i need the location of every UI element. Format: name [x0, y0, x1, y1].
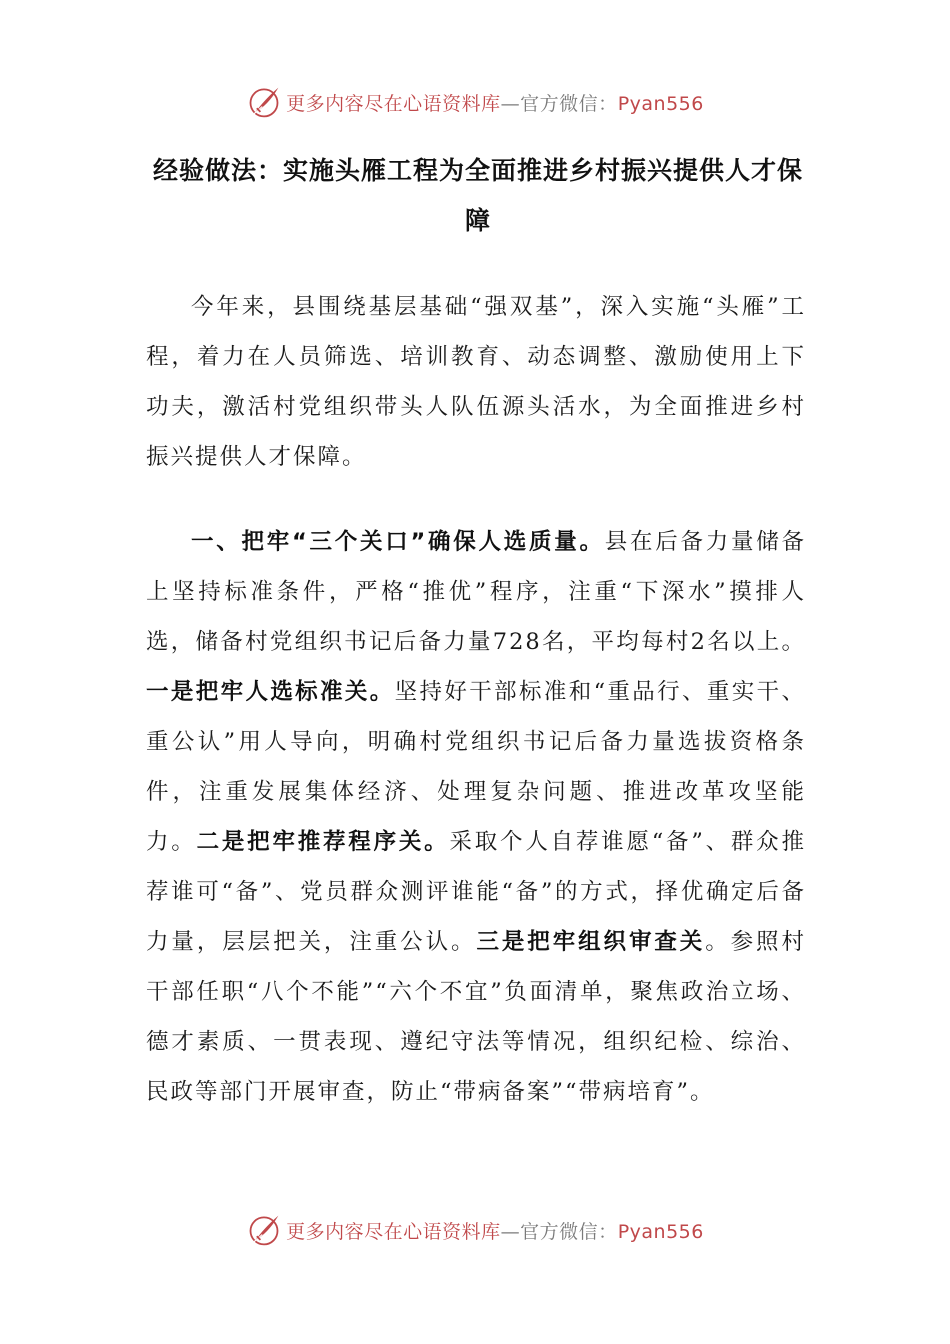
banner-text-part1: 更多内容尽在心语资料库 [286, 92, 501, 115]
footer-banner [0, 1210, 950, 1250]
banner-text-part2: —官方微信： [500, 1220, 618, 1243]
header-banner [0, 82, 950, 122]
banner-text [286, 1217, 704, 1244]
intro-paragraph: 今年来，县围绕基层基础“强双基”，深入实施“头雁”工程，着力在人员筛选、培训教育、动态调整、激励使用上下功夫，激活村党组织带头人队伍源头活水，为全面推进乡村振兴提供人才保障。 [146, 294, 806, 470]
section-1-text-1: 县在后备力量储备上坚持标准条件，严格“推优”程序，注重“下深水”摸排人选，储备村党组织书记后备力量728名，平均每村2名以上。 [146, 529, 806, 655]
section-1-sub-3: 三是把牢组织审查关 [476, 929, 706, 955]
intro-paragraph-block [146, 282, 806, 482]
quill-logo-icon [246, 84, 282, 120]
section-1-text-3: 采取个人自荐谁愿“备”、群众推荐谁可“备”、党员群众测评谁能“备”的方式，择优确定后备力量，层层把关，注重公认。 [146, 829, 806, 955]
section-1-block [146, 517, 806, 1117]
section-1-paragraph [146, 517, 806, 1117]
document-title: 经验做法：实施头雁工程为全面推进乡村振兴提供人才保障 [152, 156, 803, 235]
banner-text-part2: —官方微信： [500, 92, 618, 115]
banner-text-part3: Pyan556 [617, 1220, 704, 1243]
section-1-text-4: 。参照村干部任职“八个不能”“六个不宜”负面清单，聚焦政治立场、德才素质、一贯表现、遵纪守法等情况，组织纪检、综治、民政等部门开展审查，防止“带病备案”“带病培育”。 [146, 929, 806, 1105]
banner-text-part1: 更多内容尽在心语资料库 [286, 1220, 501, 1243]
section-1-heading: 一、把牢“三个关口”确保人选质量。 [191, 529, 605, 555]
banner-text-part3: Pyan556 [617, 92, 704, 115]
section-1-text-2: 坚持好干部标准和“重品行、重实干、重公认”用人导向，明确村党组织书记后备力量选拔资格条件，注重发展集体经济、处理复杂问题、推进改革攻坚能力。 [146, 679, 806, 855]
section-1-sub-2: 二是把牢推荐程序关。 [196, 829, 450, 855]
quill-logo-icon [246, 1212, 282, 1248]
banner-text [286, 89, 704, 116]
section-1-sub-1: 一是把牢人选标准关。 [146, 679, 395, 705]
